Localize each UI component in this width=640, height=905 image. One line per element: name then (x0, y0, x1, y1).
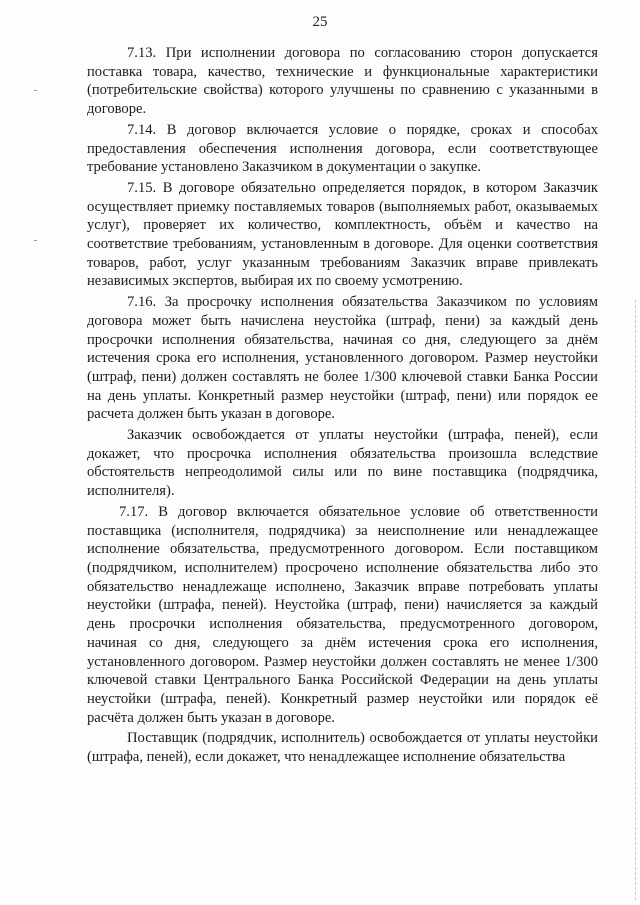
scan-edge-line (634, 300, 636, 900)
page-number: 25 (312, 14, 328, 30)
paragraph-7-15: 7.15. В договоре обязательно определяется порядок, в котором Заказчик осуществляет приемку поставляемых товаров (выполняемых работ, оказываемых услуг), проверяет их количество, комплектность, объём и качество на соответствие требованиям, установленным в договоре. Для оценки соответствия товаров, работ, услуг указанным требованиям Заказчик вправе привлекать независимых экспертов, выбирая их по своему усмотрению. (87, 179, 598, 290)
paragraph-customer-exemption: Заказчик освобождается от уплаты неустойки (штрафа, пеней), если докажет, что просрочка исполнения обязательства произошла вследствие обстоятельств непреодолимой силы или по вине поставщика (подрядчика, исполнителя). (87, 427, 598, 500)
paragraph-7-14: 7.14. В договор включается условие о порядке, сроках и способах предоставления обеспечения исполнения договора, если соответствующее требование установлено Заказчиком в документации о закупке. (87, 121, 598, 176)
scan-margin-mark (34, 90, 37, 91)
scan-margin-mark (34, 240, 37, 241)
paragraph-7-16: 7.16. За просрочку исполнения обязательства Заказчиком по условиям договора может быть начислена неустойка (штраф, пени) за каждый день просрочки исполнения обязательства, начиная со дня, следующего за днём истечения срока его исполнения, установленного договором. Размер неустойки (штраф, пени) должен составлять не более 1/300 ключевой ставки Банка России на день уплаты. Конкретный размер неустойки (штраф, пени) или порядок ее расчета должен быть указан в договоре. (87, 294, 598, 423)
document-body (87, 44, 598, 769)
paragraph-7-17: 7.17. В договор включается обязательное условие об ответственности поставщика (исполнителя, подрядчика) за неисполнение или ненадлежащее исполнение обязательства, предусмотренного договором. Если поставщиком (подрядчиком, исполнителем) просрочено исполнение обязательства либо это обязательство ненадлежаще исполнено, Заказчик вправе потребовать уплаты неустойки (штрафа, пеней). Неустойка (штраф, пени) начисляется за каждый день просрочки исполнения обязательства, предусмотренного договором, начиная со дня, следующего за днём истечения срока его исполнения, установленного договором. Размер неустойки должен составлять не менее 1/300 ключевой ставки Центрального Банка Российской Федерации на день уплаты неустойки (штрафа, пеней). Конкретный размер неустойки или порядок её расчёта должен быть указан в договоре. (87, 503, 598, 726)
paragraph-7-13: 7.13. При исполнении договора по согласованию сторон допускается поставка товара, качество, технические и функциональные характеристики (потребительские свойства) которого улучшены по сравнению с указанными в договоре. (87, 45, 598, 118)
paragraph-supplier-exemption: Поставщик (подрядчик, исполнитель) освобождается от уплаты неустойки (штрафа, пеней), если докажет, что ненадлежащее исполнение обязательства (87, 730, 598, 766)
